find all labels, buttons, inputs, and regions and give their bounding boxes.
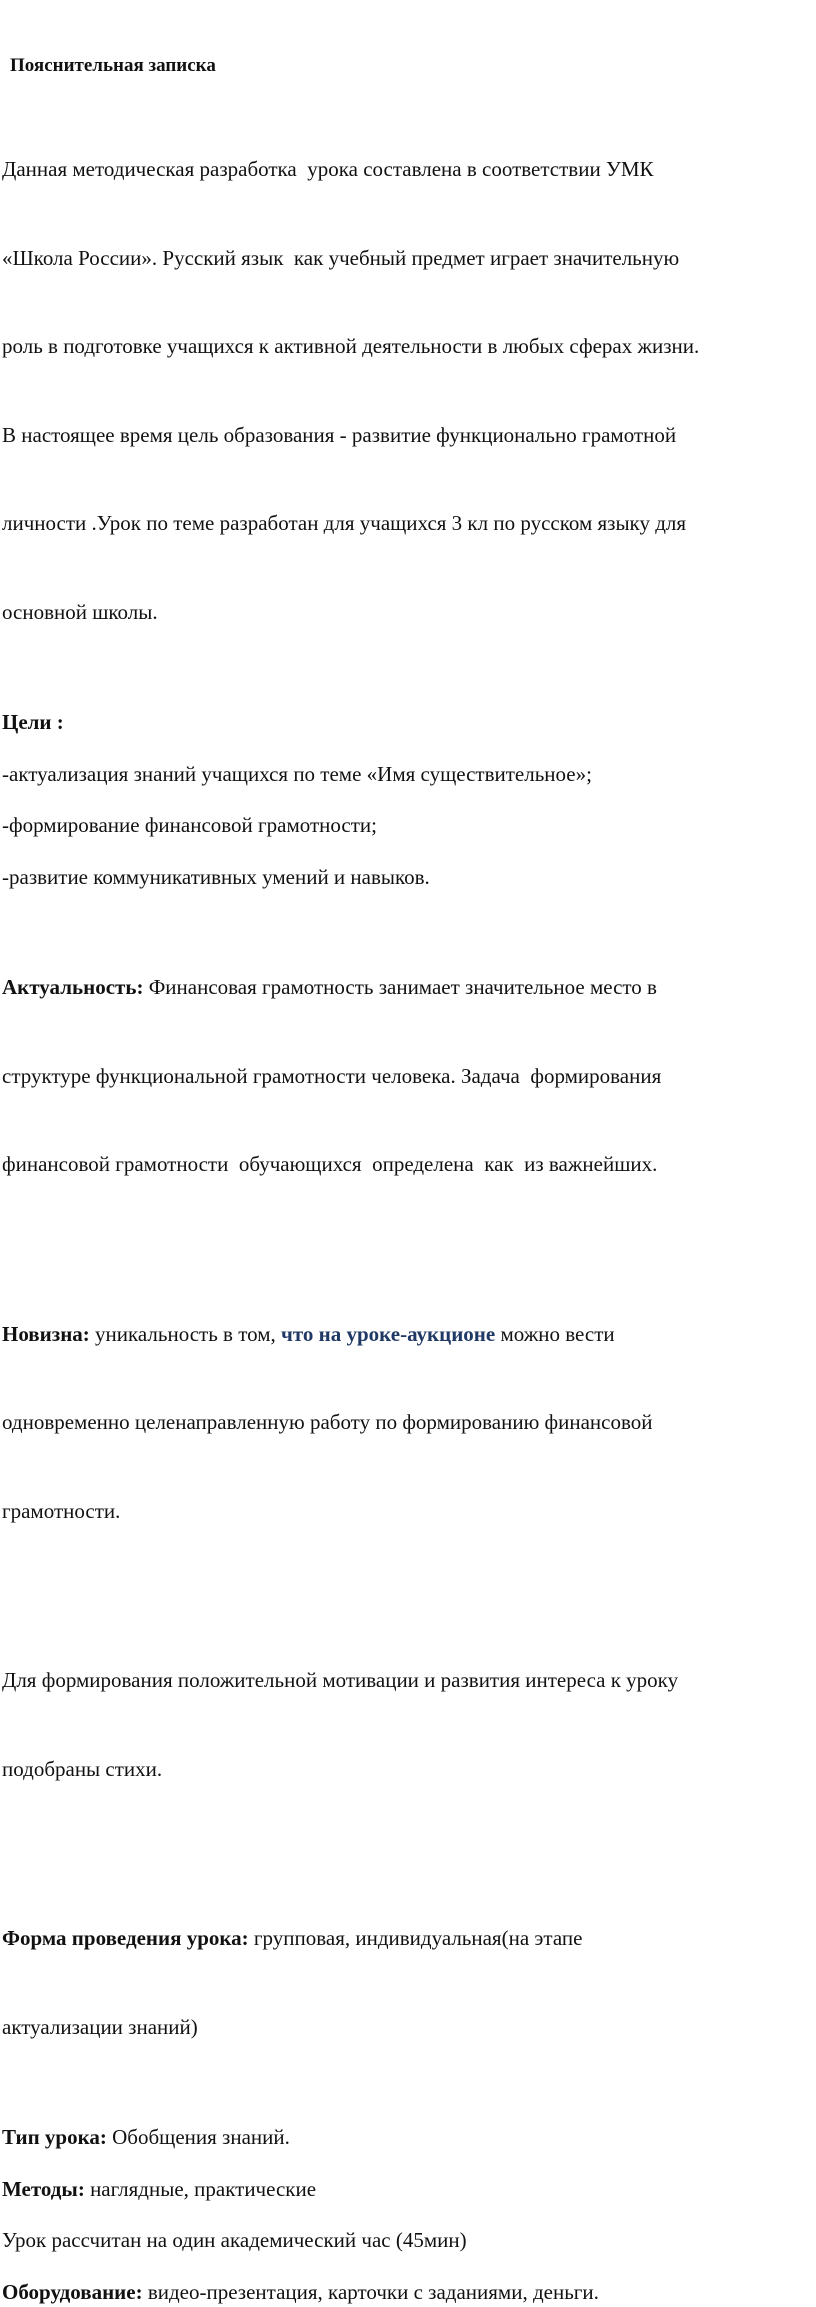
relevance-label: Актуальность: [2,975,143,999]
motivation-line: Для формирования положительной мотивации и развития интереса к уроку [2,1666,816,1696]
relevance-line: структуре функциональной грамотности человека. Задача формирования [2,1062,816,1092]
intro-line: В настоящее время цель образования - развитие функционально грамотной [2,421,816,451]
goal-item: -актуализация знаний учащихся по теме «Имя существительное»; [2,760,816,790]
motivation-line: подобраны стихи. [2,1755,816,1785]
goal-item: -развитие коммуникативных умений и навыков. [2,863,816,893]
motivation-paragraph [2,1607,816,1843]
novelty-line: грамотности. [2,1497,816,1527]
lesson-form-label: Форма проведения урока: [2,1926,249,1950]
intro-line: основной школы. [2,598,816,628]
relevance-line: финансовой грамотности обучающихся определена как из важнейших. [2,1150,816,1180]
intro-paragraph [2,96,816,686]
lesson-form-text: групповая, индивидуальная(на этапе [249,1926,583,1950]
document-title: Пояснительная записка [10,52,816,80]
intro-line: личности .Урок по теме разработан для учащихся 3 кл по русском языку для [2,509,816,539]
intro-line: «Школа России». Русский язык как учебный предмет играет значительную [2,244,816,274]
intro-line: Данная методическая разработка урока составлена в соответствии УМК [2,155,816,185]
relevance-text: Финансовая грамотность занимает значительное место в [143,975,657,999]
lesson-form-line: актуализации знаний) [2,2013,816,2043]
relevance-paragraph [2,914,816,1239]
equipment-paragraph [2,2278,816,2307]
novelty-highlight: что на уроке-аукционе [281,1322,495,1346]
lesson-form-paragraph [2,1865,816,2101]
novelty-label: Новизна: [2,1322,90,1346]
lesson-type-paragraph [2,2123,816,2153]
methods-text: наглядные, практические [85,2177,316,2201]
duration-paragraph: Урок рассчитан на один академический час (45мин) [2,2226,816,2256]
goals-heading: Цели : [2,708,816,738]
intro-line: роль в подготовке учащихся к активной деятельности в любых сферах жизни. [2,332,816,362]
methods-label: Методы: [2,2177,85,2201]
novelty-line: одновременно целенаправленную работу по формированию финансовой [2,1408,816,1438]
novelty-text: уникальность в том, [90,1322,281,1346]
lesson-type-label: Тип урока: [2,2125,107,2149]
lesson-type-text: Обобщения знаний. [107,2125,290,2149]
equipment-label: Оборудование: [2,2280,143,2304]
methods-paragraph [2,2175,816,2205]
goal-item: -формирование финансовой грамотности; [2,811,816,841]
novelty-text: можно вести [495,1322,614,1346]
equipment-text: видео-презентация, карточки с заданиями, деньги. [143,2280,599,2304]
novelty-paragraph [2,1261,816,1586]
